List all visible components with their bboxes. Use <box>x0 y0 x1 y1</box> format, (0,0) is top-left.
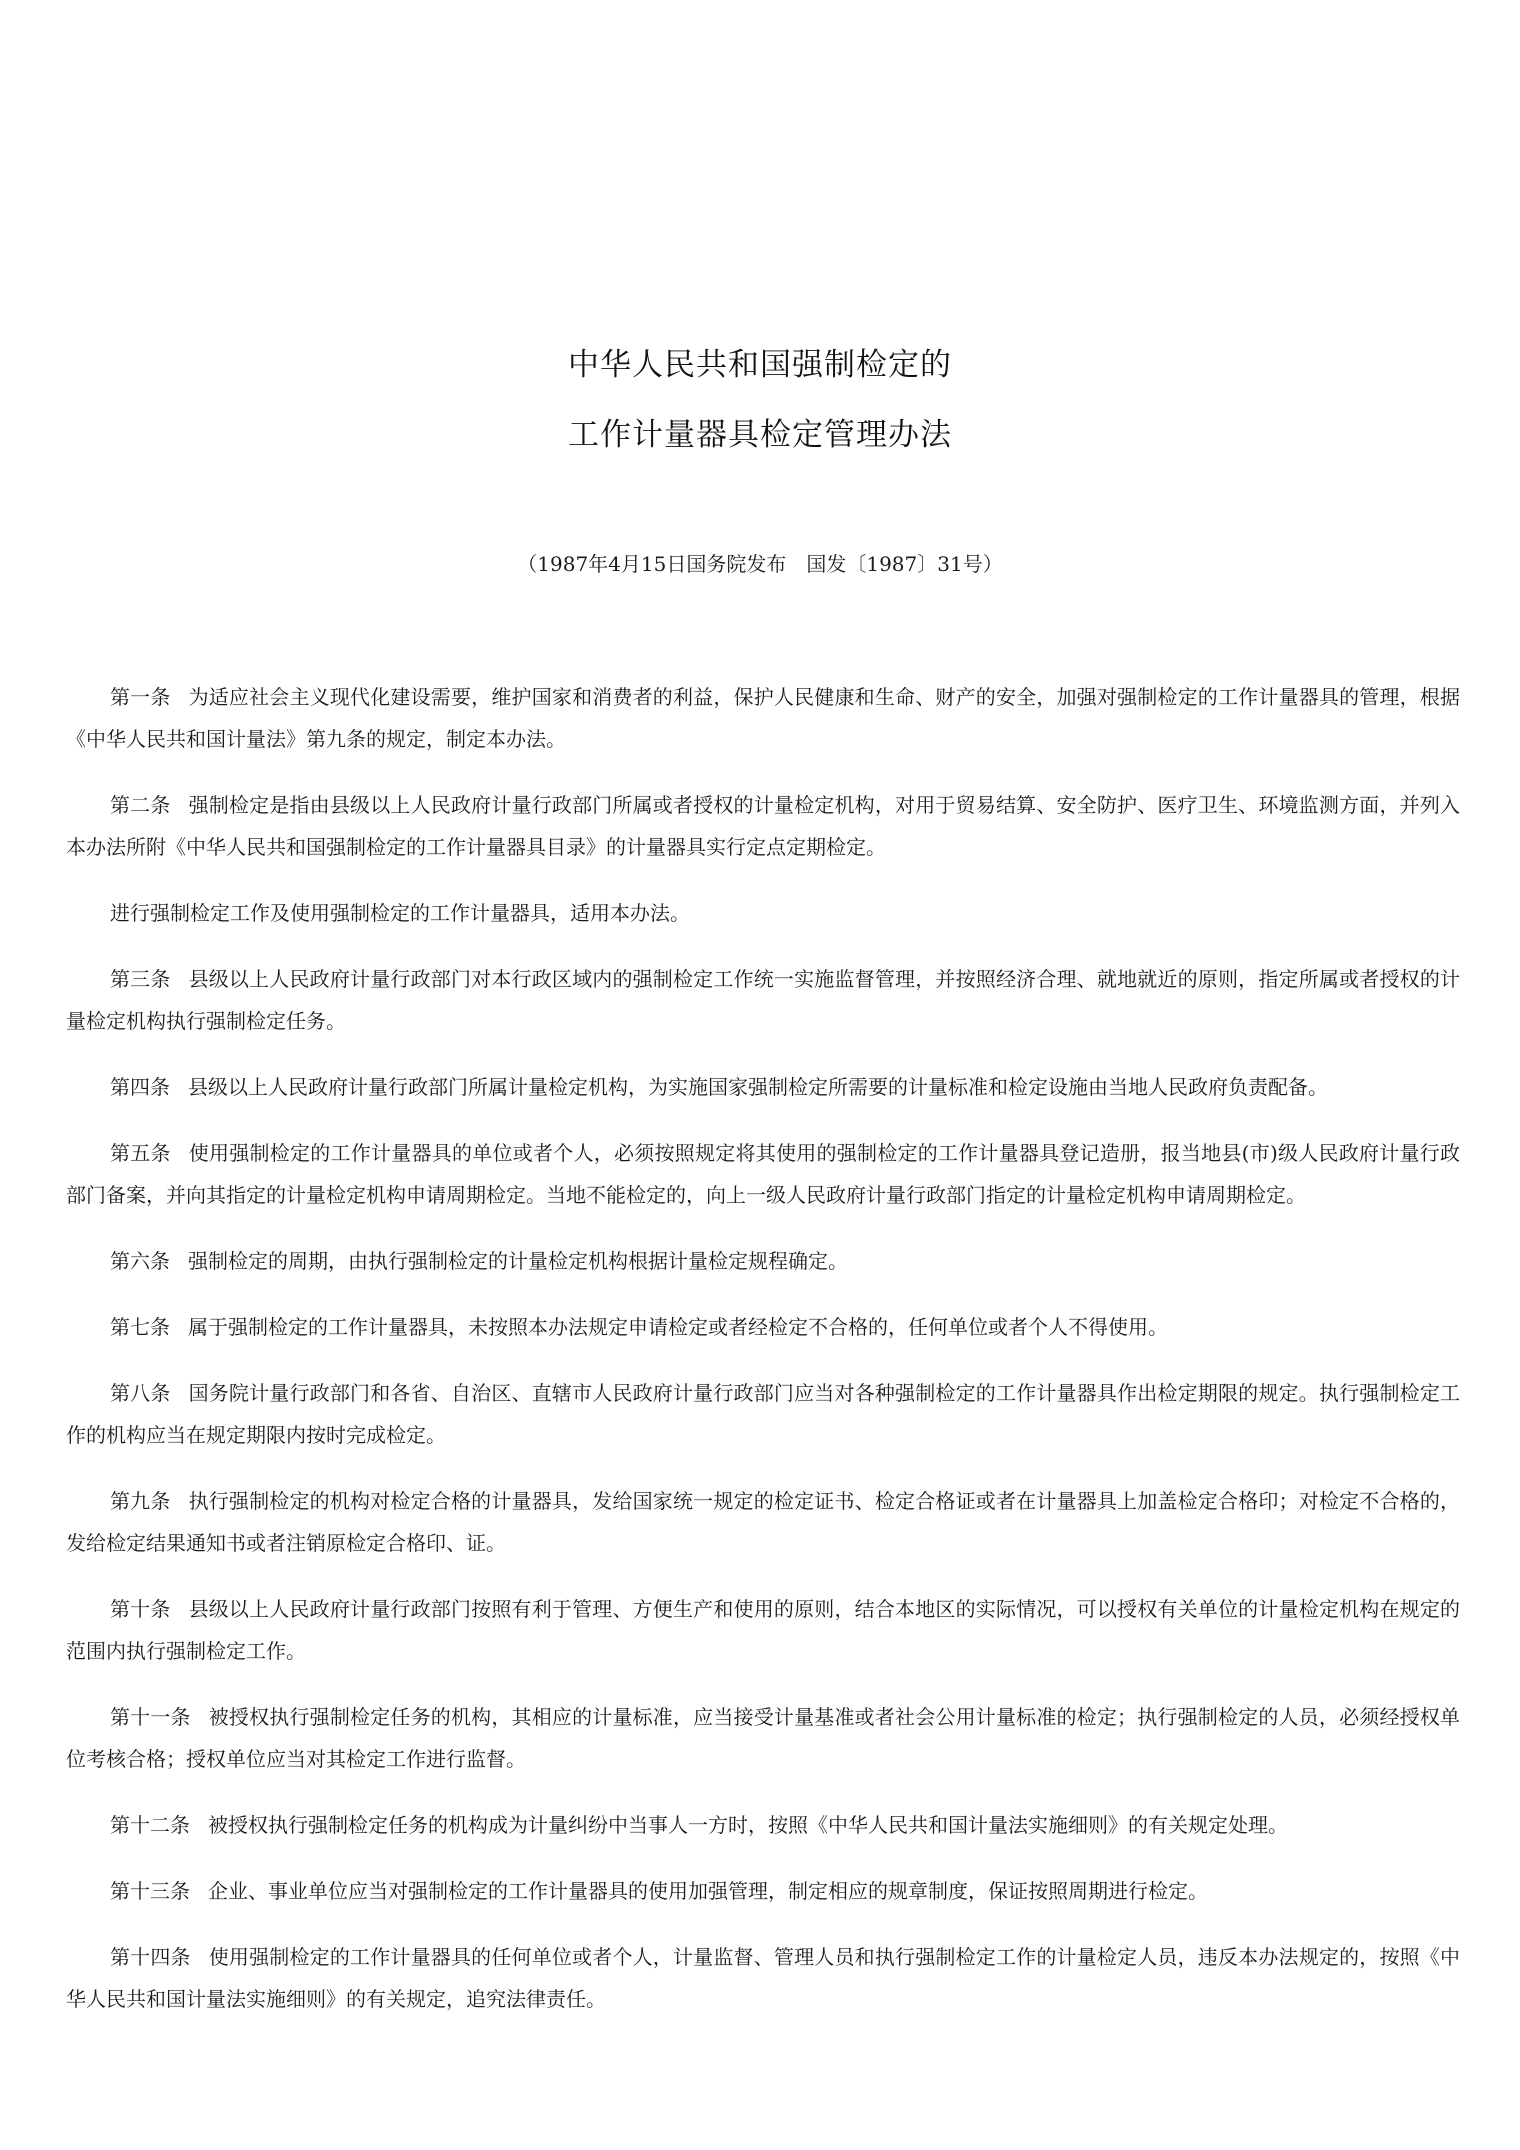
document-body <box>66 676 1460 2044</box>
article-text: 国务院计量行政部门和各省、自治区、直辖市人民政府计量行政部门应当对各种强制检定的工作计量器具作出检定期限的规定。执行强制检定工作的机构应当在规定期限内按时完成检定。 <box>66 1381 1461 1447</box>
article-number: 第八条 <box>110 1381 171 1405</box>
article-text: 使用强制检定的工作计量器具的任何单位或者个人，计量监督、管理人员和执行强制检定工作的计量检定人员，违反本办法规定的，按照《中华人民共和国计量法实施细则》的有关规定，追究法律责任。 <box>66 1945 1461 2011</box>
article-9 <box>66 1480 1460 1564</box>
article-text: 县级以上人民政府计量行政部门所属计量检定机构，为实施国家强制检定所需要的计量标准和检定设施由当地人民政府负责配备。 <box>188 1075 1328 1099</box>
article-text: 属于强制检定的工作计量器具，未按照本办法规定申请检定或者经检定不合格的，任何单位或者个人不得使用。 <box>188 1315 1168 1339</box>
article-text: 进行强制检定工作及使用强制检定的工作计量器具，适用本办法。 <box>110 901 690 925</box>
article-14 <box>66 1936 1460 2020</box>
article-text: 县级以上人民政府计量行政部门对本行政区域内的强制检定工作统一实施监督管理，并按照经济合理、就地就近的原则，指定所属或者授权的计量检定机构执行强制检定任务。 <box>66 967 1461 1033</box>
article-11 <box>66 1696 1460 1780</box>
article-10 <box>66 1588 1460 1672</box>
article-text: 强制检定的周期，由执行强制检定的计量检定机构根据计量检定规程确定。 <box>188 1249 848 1273</box>
document-subtitle: （1987年4月15日国务院发布 国发〔1987〕31号） <box>517 552 1003 576</box>
article-number: 第三条 <box>110 967 171 991</box>
article-number: 第七条 <box>110 1315 170 1339</box>
article-text: 县级以上人民政府计量行政部门按照有利于管理、方便生产和使用的原则，结合本地区的实际情况，可以授权有关单位的计量检定机构在规定的范围内执行强制检定工作。 <box>66 1597 1461 1663</box>
article-text: 执行强制检定的机构对检定合格的计量器具，发给国家统一规定的检定证书、检定合格证或者在计量器具上加盖检定合格印；对检定不合格的，发给检定结果通知书或者注销原检定合格印、证。 <box>66 1489 1461 1555</box>
article-number: 第九条 <box>110 1489 171 1513</box>
article-number: 第十条 <box>110 1597 171 1621</box>
article-8 <box>66 1372 1460 1456</box>
article-text: 使用强制检定的工作计量器具的单位或者个人，必须按照规定将其使用的强制检定的工作计量器具登记造册，报当地县(市)级人民政府计量行政部门备案，并向其指定的计量检定机构申请周期检定。当地不能检定的，向上一级人民政府计量行政部门指定的计量检定机构申请周期检定。 <box>66 1141 1461 1207</box>
article-1 <box>66 676 1460 760</box>
article-text: 被授权执行强制检定任务的机构，其相应的计量标准，应当接受计量基准或者社会公用计量标准的检定；执行强制检定的人员，必须经授权单位考核合格；授权单位应当对其检定工作进行监督。 <box>66 1705 1461 1771</box>
article-number: 第十三条 <box>110 1879 190 1903</box>
article-12 <box>66 1804 1460 1846</box>
article-text: 被授权执行强制检定任务的机构成为计量纠纷中当事人一方时，按照《中华人民共和国计量法实施细则》的有关规定处理。 <box>208 1813 1288 1837</box>
article-text: 为适应社会主义现代化建设需要，维护国家和消费者的利益，保护人民健康和生命、财产的安全，加强对强制检定的工作计量器具的管理，根据《中华人民共和国计量法》第九条的规定，制定本办法。 <box>66 685 1461 751</box>
article-number: 第六条 <box>110 1249 170 1273</box>
article-13 <box>66 1870 1460 1912</box>
article-number: 第四条 <box>110 1075 170 1099</box>
article-number: 第十二条 <box>110 1813 190 1837</box>
article-text: 强制检定是指由县级以上人民政府计量行政部门所属或者授权的计量检定机构，对用于贸易结算、安全防护、医疗卫生、环境监测方面，并列入本办法所附《中华人民共和国强制检定的工作计量器具目录》的计量器具实行定点定期检定。 <box>66 793 1461 859</box>
article-4 <box>66 1066 1460 1108</box>
article-7 <box>66 1306 1460 1348</box>
article-5 <box>66 1132 1460 1216</box>
article-number: 第十一条 <box>110 1705 191 1729</box>
article-number: 第二条 <box>110 793 171 817</box>
article-2 <box>66 784 1460 868</box>
article-2-continuation <box>66 892 1460 934</box>
article-text: 企业、事业单位应当对强制检定的工作计量器具的使用加强管理，制定相应的规章制度，保证按照周期进行检定。 <box>208 1879 1208 1903</box>
article-number: 第十四条 <box>110 1945 191 1969</box>
article-number: 第五条 <box>110 1141 171 1165</box>
article-6 <box>66 1240 1460 1282</box>
title-line-2: 工作计量器具检定管理办法 <box>568 417 952 453</box>
title-line-1: 中华人民共和国强制检定的 <box>568 347 952 383</box>
article-3 <box>66 958 1460 1042</box>
document-title <box>0 343 1520 457</box>
article-number: 第一条 <box>110 685 171 709</box>
